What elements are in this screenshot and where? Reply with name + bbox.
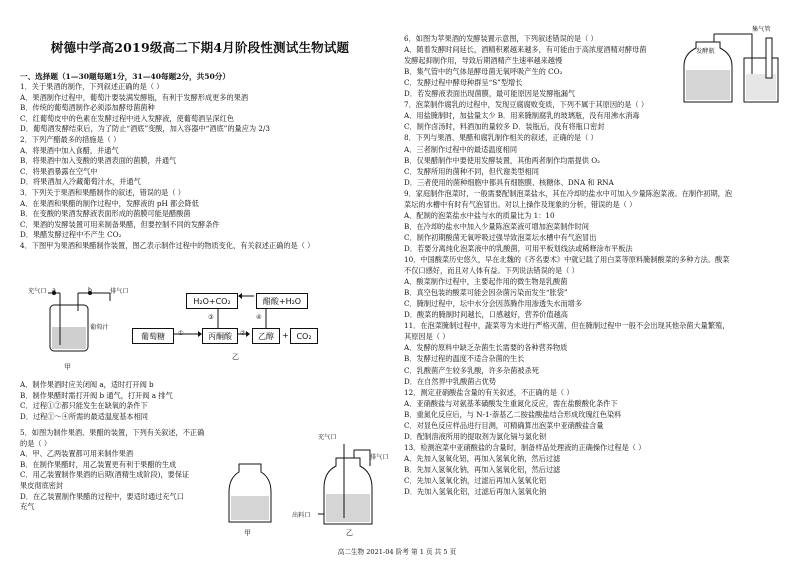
question-line: 9．家庭制作泡菜时，一般需要配制泡菜盐水，其在冷却的盐水中可加入少量陈泡菜液。在制作初期，泡 [404, 188, 733, 198]
question-line: B．重氮化反应后，与 N-1-萘基乙二胺盐酸盐结合形成玫瑰红色染料 [404, 409, 622, 419]
question-line: B．在制作果醋时，用乙装置更有利于果醋的生成 [20, 459, 177, 469]
question-line: D．过程①～④所需的最适温度基本相同 [20, 411, 148, 421]
question-line: C．发酵所用的菌种不同，但代谢类型相同 [404, 166, 539, 176]
question-line: D．果醋发酵过程中不产生 CO₂ [20, 230, 122, 240]
question-line: A．发酵的原料中缺乏杂菌生长需要的各种营养物质 [404, 343, 568, 353]
question-line: 5．如图为制作果酒、果醋的装置，下列有关叙述，不正确 [20, 428, 205, 437]
question-line: B．制作果醋时需打开阀 b 通气，打开阀 a 排气 [20, 390, 173, 400]
question-line: A．随着发酵时间延长，酒精积累越来越多，有可能由于高浓度酒精对酵母菌 [404, 45, 647, 55]
question-line: A．酸菜制作过程中，主要起作用的微生物是乳酸菌 [404, 277, 568, 287]
question-line: B．在变酸的果酒发酵液表面形成的菌膜可能是醋酸菌 [20, 209, 191, 219]
question-line: 的是（ ） [20, 438, 52, 448]
question-line: C．过程①②都只能发生在缺氧的条件下 [20, 401, 148, 411]
question-line: C．腌制过程中，坛中水分会因蒸腾作用渗透失水而增多 [404, 299, 583, 309]
question-line: C．乳酸菌产生较多乳酸，许多杂菌被杀死 [404, 365, 539, 375]
question-line: A．用盐腌制时，加盐量太少 B．用来腌制腐乳的玻璃瓶，没有用沸水消毒 [404, 111, 640, 121]
question-line: D．将果酒加入冷藏葡萄汁水，并通气 [20, 177, 141, 187]
question-line: A．先加入氢氧化铝，再加入氢氧化钠，然后过滤 [404, 453, 561, 463]
question-line: C．制作初期酸菌无氧呼吸过强导致泡菜坛水槽中有气泡冒出 [404, 232, 597, 242]
box-glucose: 葡萄糖 [132, 328, 174, 344]
question-line: B．集气管中的气体是酵母菌无氧呼吸产生的 CO₂ [404, 67, 563, 77]
box-co2: CO₂ [290, 328, 318, 344]
question-line: C．用乙装置制作果酒的后期(酒精生成阶段)，要保证 [20, 470, 190, 480]
question-line: C．红葡萄皮中的色素在发酵过程中进入发酵液，使葡萄酒呈深红色 [20, 113, 234, 123]
box-ethanol: 乙醇 [252, 328, 280, 344]
box-h2o-co2: H₂O+CO₂ [186, 293, 238, 309]
fig4-chongqi-label: 充气口 [28, 288, 47, 295]
question-line: B．仅果醋制作中要使用发酵装置，其他两者制作均需提供 O₂ [404, 155, 601, 165]
question-line: 10．中国酸菜历史悠久，早在北魏的《齐名要术》中就记载了用白菜等原料腌制酸菜的多种方法。酸菜 [404, 255, 730, 264]
box-pyruvate: 丙酮酸 [202, 328, 238, 344]
question-line: 3．下列关于果酒和果醋制作的叙述，错误的是（ ） [20, 188, 185, 197]
fig6-jiqi-label: 集气管 [752, 26, 771, 33]
question-line: A．制作果酒时应关闭阀 a，适时打开阀 b [20, 380, 154, 389]
step-4: ④ [256, 314, 262, 321]
question-line: A．果酒制作过程中，葡萄汁要装满发酵瓶，有利于发酵形成更多的果酒 [20, 92, 249, 102]
question-line: 8．下列与果酒、果醋和腐乳制作相关的叙述，正确的是（ ） [404, 133, 598, 143]
question-line: B．真空包装的酸菜可能会因杂菌污染而发生“胀袋” [404, 288, 568, 298]
question-line: C．发酵过程中酵母种群呈“S”型增长 [404, 78, 523, 88]
question-line: 充气 [20, 502, 35, 512]
question-line: 6．如图为苹果酒的发酵装置示意图，下列叙述错误的是（ ） [404, 34, 598, 43]
question-line: D．配制溶液所用的提取剂为氯化镉与氯化钡 [404, 431, 547, 441]
question-line: B．在冷却的盐水中加入少量陈泡菜液可增加泡菜制作时间 [404, 221, 589, 231]
fig4-paiqi-label: 排气口 [110, 288, 129, 295]
question-line: B．发酵过程的温度不适合杂菌的生长 [404, 354, 525, 364]
question-line: B．将果酒中加入变酸的果酒表面的菌膜，并通气 [20, 156, 177, 166]
question-line: 4．下图甲为果酒和果醋制作装置，图乙表示制作过程中的物质变化，有关叙述正确的是（ ） [20, 241, 315, 250]
question-line: A．三者制作过程中的最适温度相同 [404, 144, 518, 154]
question-line: C．先加入氢氧化钠，过滤后再加入氢氧化铝 [404, 476, 547, 485]
question-line: D．先加入氢氧化铝，过滤后再加入氢氧化钠 [404, 487, 547, 497]
question-line: D．在自然界中乳酸菌占优势 [404, 376, 497, 386]
question-line: 13．检测泡菜中亚硝酸盐的含量时，制备样品处理液的正确操作过程是（ ） [404, 442, 646, 452]
question-line: 12．测定亚硝酸盐含量的有关叙述，不正确的是（ ） [404, 387, 574, 397]
section-heading: 一、选择题（1—30题每题1分，31—40每题2分，共50分） [20, 72, 230, 81]
question-line: C．果酒的发酵装置可用来制备果醋，但要控制不同的发酵条件 [20, 219, 220, 229]
question-line: 1．关于果酒的制作，下列叙述正确的是（ ） [20, 82, 164, 91]
fig5-chongqi: 充气口 [318, 434, 337, 441]
fig6-fajiao-label: 发酵瓶 [696, 48, 715, 55]
question-line: D．若发酵液表面出现菌膜，最可能原因是发酵瓶漏气 [404, 89, 576, 99]
question-line: D．三者使用的菌种细胞中都具有细胞膜、核糖体、DNA 和 RNA [404, 177, 614, 187]
question-line: D．在乙装置制作果醋的过程中，要适时通过充气口 [20, 491, 184, 501]
question-line: D．酸菜的腌制时间越长，口感越好，营养价值越高 [404, 310, 568, 320]
fig5-chuliao: 出料口 [292, 512, 311, 519]
step-1: ① [178, 330, 184, 337]
question-line: A．亚硝酸盐与对氨基苯磺酸发生重氮化反应，需在盐酸酸化条件下 [404, 398, 618, 408]
fig5-yi: 乙 [346, 529, 353, 537]
question-line: 其原因是（ ） [404, 332, 450, 342]
fig6-fermenter [680, 30, 790, 106]
question-line: A．甲、乙两装置都可用来制作果酒 [20, 449, 134, 459]
question-line: D．葡萄酒发酵结束后，为了防止“酒底”变酸，加入容器中“酒底”的量应为 2/3 [20, 124, 270, 134]
step-2: ② [240, 330, 246, 337]
step-3: ③ [208, 314, 214, 321]
fig4-yi: 乙 [232, 353, 239, 361]
box-acetic-acid: 醋酸+H₂O [256, 293, 308, 309]
question-line: C．对显色反应样品进行目测，可精确算出泡菜中亚硝酸盐含量 [404, 420, 604, 430]
question-line: 发酵起抑制作用，导致后期酒精产生速率越来越慢 [404, 56, 563, 66]
fig5-jia: 甲 [244, 529, 251, 537]
fig5-paiqi: 排气口 [370, 454, 389, 461]
question-line: A．将果酒中加入食醋，并通气 [20, 145, 119, 155]
fig4-valve-b: b [88, 287, 92, 294]
question-line: C．将果酒暴露在空气中 [20, 166, 98, 176]
question-line: B．传统的葡萄酒制作必须添加酵母菌菌种 [20, 103, 155, 113]
page-footer: 高二生物 2021-04 阶考 第 1 页 共 5 页 [337, 548, 457, 556]
question-line: 2．下列产醋最多的措施是（ ） [20, 135, 121, 144]
question-line: A．配制的泡菜盐水中盐与水的质量比为 1：10 [404, 210, 555, 220]
question-line: 11．在泡菜腌制过程中，蔬菜等为未进行严格灭菌，但在腌制过程中一般不会出现其他杂菌大量繁殖， [404, 321, 730, 331]
question-line: 果皮彻底密封 [20, 481, 64, 490]
question-line: B．先加入氢氧化钠，再加入氢氧化铝，然后过滤 [404, 464, 561, 474]
page-title: 树德中学高2019级高二下期4月阶段性测试生物试题 [50, 40, 350, 55]
question-line: 菜坛的水槽中有时有气泡冒出。对以上操作及现象的分析，错误的是（ ） [404, 199, 637, 209]
plus-sign: + [282, 331, 289, 340]
fig4-valve-a: a [52, 287, 56, 294]
question-line: 不仅口感好，而且对人体有益。下列说法错误的是（ ） [404, 266, 579, 276]
question-line: 7．泡菜制作腐乳的过程中，发现豆腐腐败变质，下列不属于其原因的是（ ） [404, 100, 649, 110]
fig4-juice-label: 葡萄汁 [90, 324, 109, 331]
question-line: C．制作卤汤时，料酒加的量较多 D．装瓶后，没有将瓶口密封 [404, 122, 605, 132]
question-line: A．在果酒和果醋的制作过程中，发酵液的 pH 都会降低 [20, 198, 199, 208]
fig5-jar-jia [225, 458, 275, 528]
question-line: D．若要分离纯化泡菜液中的乳酸菌，可用平板划线法或稀释涂布平板法 [404, 243, 633, 253]
fig4-jia: 甲 [64, 363, 71, 371]
fig4-apparatus [30, 285, 130, 357]
